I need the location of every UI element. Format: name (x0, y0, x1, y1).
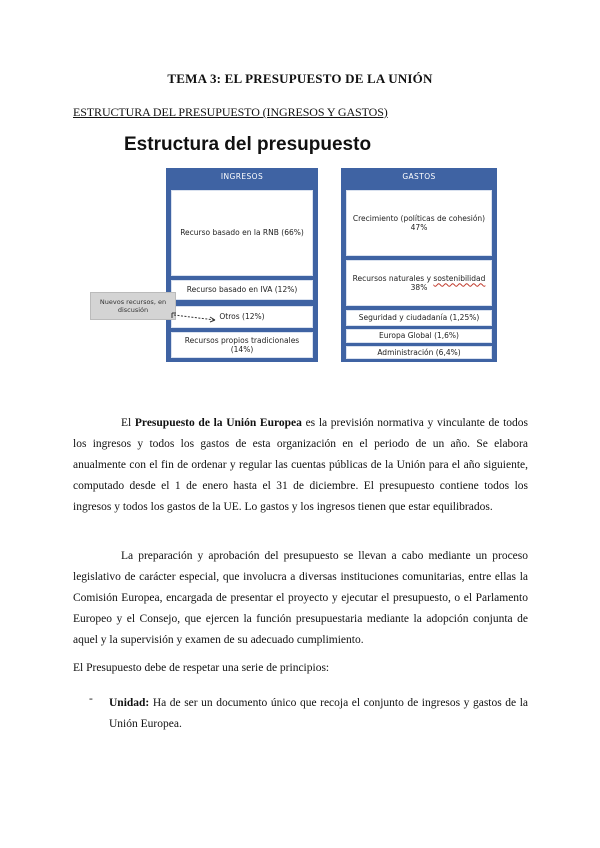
ingresos-item-otros: Otros (12%) (171, 306, 313, 328)
ingresos-item-tradicionales: Recursos propios tradicionales (14%) (171, 332, 313, 358)
paragraph-definition: El Presupuesto de la Unión Europea es la previsión normativa y vinculante de todos los ingresos y todos los gastos de esta organización en el periodo de un año. Se elabora anualmente con el fin de ordenar y regular las cuentas públicas de la Unión para el año siguiente, computado desde el 1 de enero hasta el 31 de diciembre. El presupuesto contiene todos los ingresos y todos los gastos de la UE. Lo gastos y los ingresos tienen que estar equilibrados. (73, 417, 528, 513)
gastos-crecimiento-value: 47% (410, 223, 428, 232)
gastos-item-crecimiento (346, 190, 492, 256)
bullet-unidad: Unidad: Ha de ser un documento único que recoja el conjunto de ingresos y gastos de la Unión Europea. (109, 697, 528, 730)
figure-title: Estructura del presupuesto (124, 134, 372, 155)
callout-note: Nuevos recursos, en discusión (90, 292, 176, 320)
document-title: TEMA 3: EL PRESUPUESTO DE LA UNIÓN (167, 71, 433, 86)
ingresos-item-rnb: Recurso basado en la RNB (66%) (171, 190, 313, 276)
bold-term: Presupuesto de la Unión Europea (134, 417, 302, 429)
paragraph-procedure: La preparación y aprobación del presupuesto se llevan a cabo mediante un proceso legislativo de carácter especial, que involucra a diversas instituciones comunitarias, entre ellas la Comisión Europea, encargada de presentar el proyecto y ejecutar el presupuesto, o el Parlamento Europeo y el Consejo, que ejercen la función presupuestaria mediante la adopción conjunta de aquel y la supervisión y examen de su adecuado cumplimiento. (73, 550, 528, 646)
ingresos-header: INGRESOS (220, 172, 264, 181)
bullet-term: Unidad: (109, 697, 150, 709)
section-subtitle: ESTRUCTURA DEL PRESUPUESTO (INGRESOS Y GASTOS) (73, 105, 388, 119)
gastos-crecimiento-label: Crecimiento (políticas de cohesión) (352, 213, 486, 223)
gastos-item-administracion: Administración (6,4%) (346, 346, 492, 359)
gastos-panel (341, 168, 497, 362)
paragraph-principles-intro: El Presupuesto debe de respetar una serie de principios: (73, 662, 330, 674)
ingresos-panel (166, 168, 318, 362)
callout-arrow-icon (170, 310, 220, 324)
gastos-item-seguridad: Seguridad y ciudadanía (1,25%) (346, 310, 492, 326)
bullet-dash: - (89, 693, 93, 705)
gastos-recursos-label: Recursos naturales y sostenibilidad (352, 273, 486, 283)
gastos-recursos-value: 38% (410, 283, 428, 292)
ingresos-item-iva: Recurso basado en IVA (12%) (171, 280, 313, 300)
gastos-item-recursos-naturales (346, 260, 492, 306)
gastos-item-europa-global: Europa Global (1,6%) (346, 329, 492, 343)
spellcheck-underline: sostenibilidad (433, 273, 486, 283)
gastos-header: GASTOS (402, 172, 436, 181)
